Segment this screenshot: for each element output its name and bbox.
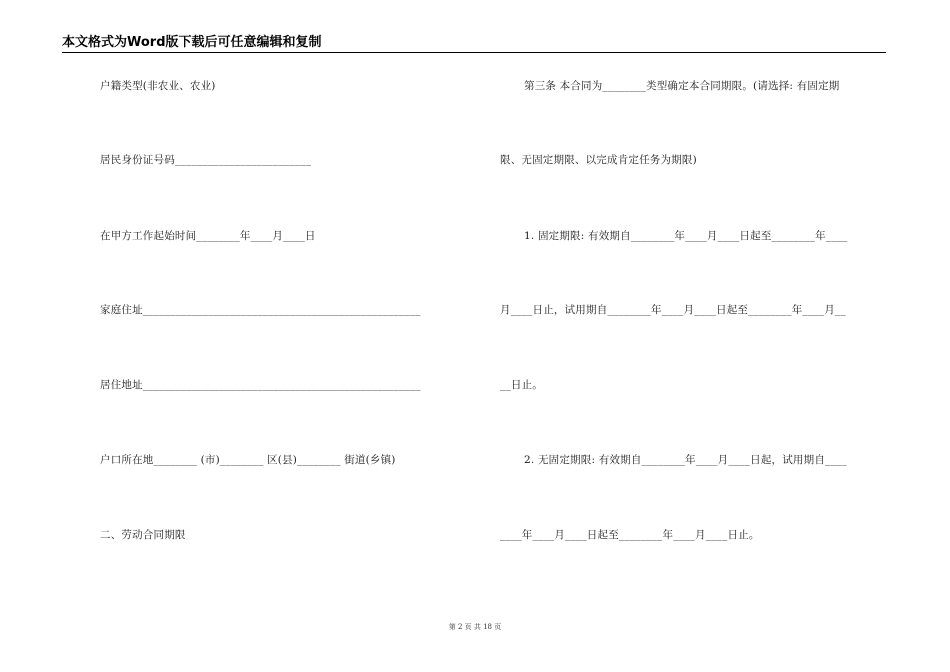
work-start-date-line: 在甲方工作起始时间________年____月____日 bbox=[100, 230, 316, 242]
right-column bbox=[500, 0, 886, 672]
id-number-line: 居民身份证号码_________________________ bbox=[100, 154, 312, 166]
open-term-line-2: ____年____月____日起至________年____月____日止。 bbox=[500, 529, 760, 541]
left-column bbox=[100, 0, 450, 672]
open-term-line-1: 2. 无固定期限: 有效期自________年____月____日起，试用期自____ bbox=[524, 454, 847, 466]
article-three-line: 第三条 本合同为________类型确定本合同期限。(请选择: 有固定期 bbox=[524, 80, 840, 92]
household-type-line: 户籍类型(非农业、农业) bbox=[100, 80, 216, 92]
hukou-location-line: 户口所在地________ (市)________ 区(县)________ 街道(乡镇) bbox=[100, 454, 396, 466]
fixed-term-line-1: 1. 固定期限: 有效期自________年____月____日起至________年____ bbox=[524, 230, 848, 242]
fixed-term-line-3: __日止。 bbox=[500, 379, 543, 391]
residence-address-line: 居住地址___________________________________________________ bbox=[100, 379, 421, 391]
fixed-term-line-2: 月____日止，试用期自________年____月____日起至________年____月__ bbox=[500, 304, 846, 316]
home-address-line: 家庭住址___________________________________________________ bbox=[100, 304, 421, 316]
page-number-footer: 第 2 页 共 18 页 bbox=[448, 623, 502, 631]
section-contract-term-heading: 二、劳动合同期限 bbox=[100, 529, 186, 541]
header-title: 本文格式为Word版下载后可任意编辑和复制 bbox=[62, 35, 322, 50]
term-type-options-line: 限、无固定期限、以完成肯定任务为期限) bbox=[500, 154, 697, 166]
